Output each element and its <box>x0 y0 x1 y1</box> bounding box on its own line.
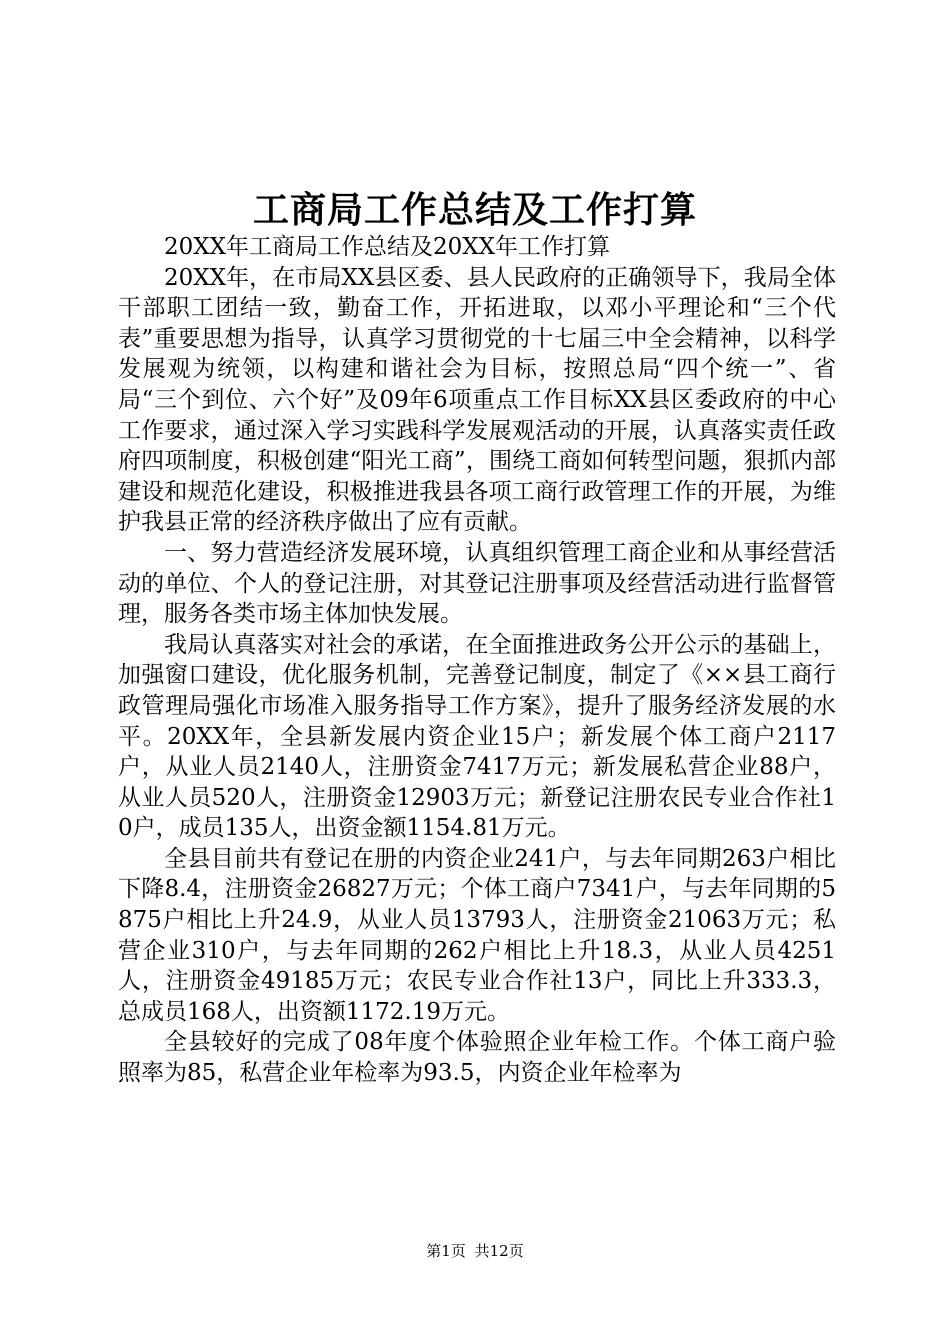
document-body <box>118 232 836 1089</box>
document-title: 工商局工作总结及工作打算 <box>252 189 697 231</box>
paragraph-registered-totals: 全县目前共有登记在册的内资企业241户，与去年同期263户相比下降8.4，注册资金26827万元；个体工商户7341户，与去年同期的5875户相比上升24.9，从业人员13793人，注册资金21063万元；私营企业310户，与去年同期的262户相比上升18.3，从业人员4251人，注册资金49185万元；农民专业合作社13户，同比上升333.3，总成员168人，出资额1172.19万元。 <box>118 845 836 1025</box>
page-footer <box>0 1239 950 1263</box>
paragraph-annual-inspection: 全县较好的完成了08年度个体验照企业年检工作。个体工商户验照率为85，私营企业年检率为93.5，内资企业年检率为 <box>118 1029 836 1087</box>
paragraph-subtitle: 20XX年工商局工作总结及20XX年工作打算 <box>164 234 611 260</box>
paragraph-section-one-heading: 一、努力营造经济发展环境，认真组织管理工商企业和从事经营活动的单位、个人的登记注册，对其登记注册事项及经营活动进行监督管理，服务各类市场主体加快发展。 <box>118 539 836 628</box>
page-number: 第1页 <box>426 1242 466 1260</box>
paragraph-intro: 20XX年，在市局XX县区委、县人民政府的正确领导下，我局全体干部职工团结一致，勤奋工作，开拓进取，以邓小平理论和“三个代表”重要思想为指导，认真学习贯彻党的十七届三中全会精神，以科学发展观为统领，以构建和谐社会为目标，按照总局“四个统一”、省局“三个到位、六个好”及09年6项重点工作目标XX县区委政府的中心工作要求，通过深入学习实践科学发展观活动的开展，认真落实责任政府四项制度，积极创建“阳光工商”，围绕工商如何转型问题，狠抓内部建设和规范化建设，积极推进我县各项工商行政管理工作的开展，为维护我县正常的经济秩序做出了应有贡献。 <box>118 264 836 536</box>
paragraph-registration-stats: 我局认真落实对社会的承诺，在全面推进政务公开公示的基础上，加强窗口建设，优化服务机制，完善登记制度，制定了《××县工商行政管理局强化市场准入服务指导工作方案》，提升了服务经济发展的水平。20XX年，全县新发展内资企业15户；新发展个体工商户2117户，从业人员2140人，注册资金7417万元；新发展私营企业88户，从业人员520人，注册资金12903万元；新登记注册农民专业合作社10户，成员135人，出资金额1154.81万元。 <box>118 631 836 842</box>
page-total: 共12页 <box>474 1242 524 1260</box>
